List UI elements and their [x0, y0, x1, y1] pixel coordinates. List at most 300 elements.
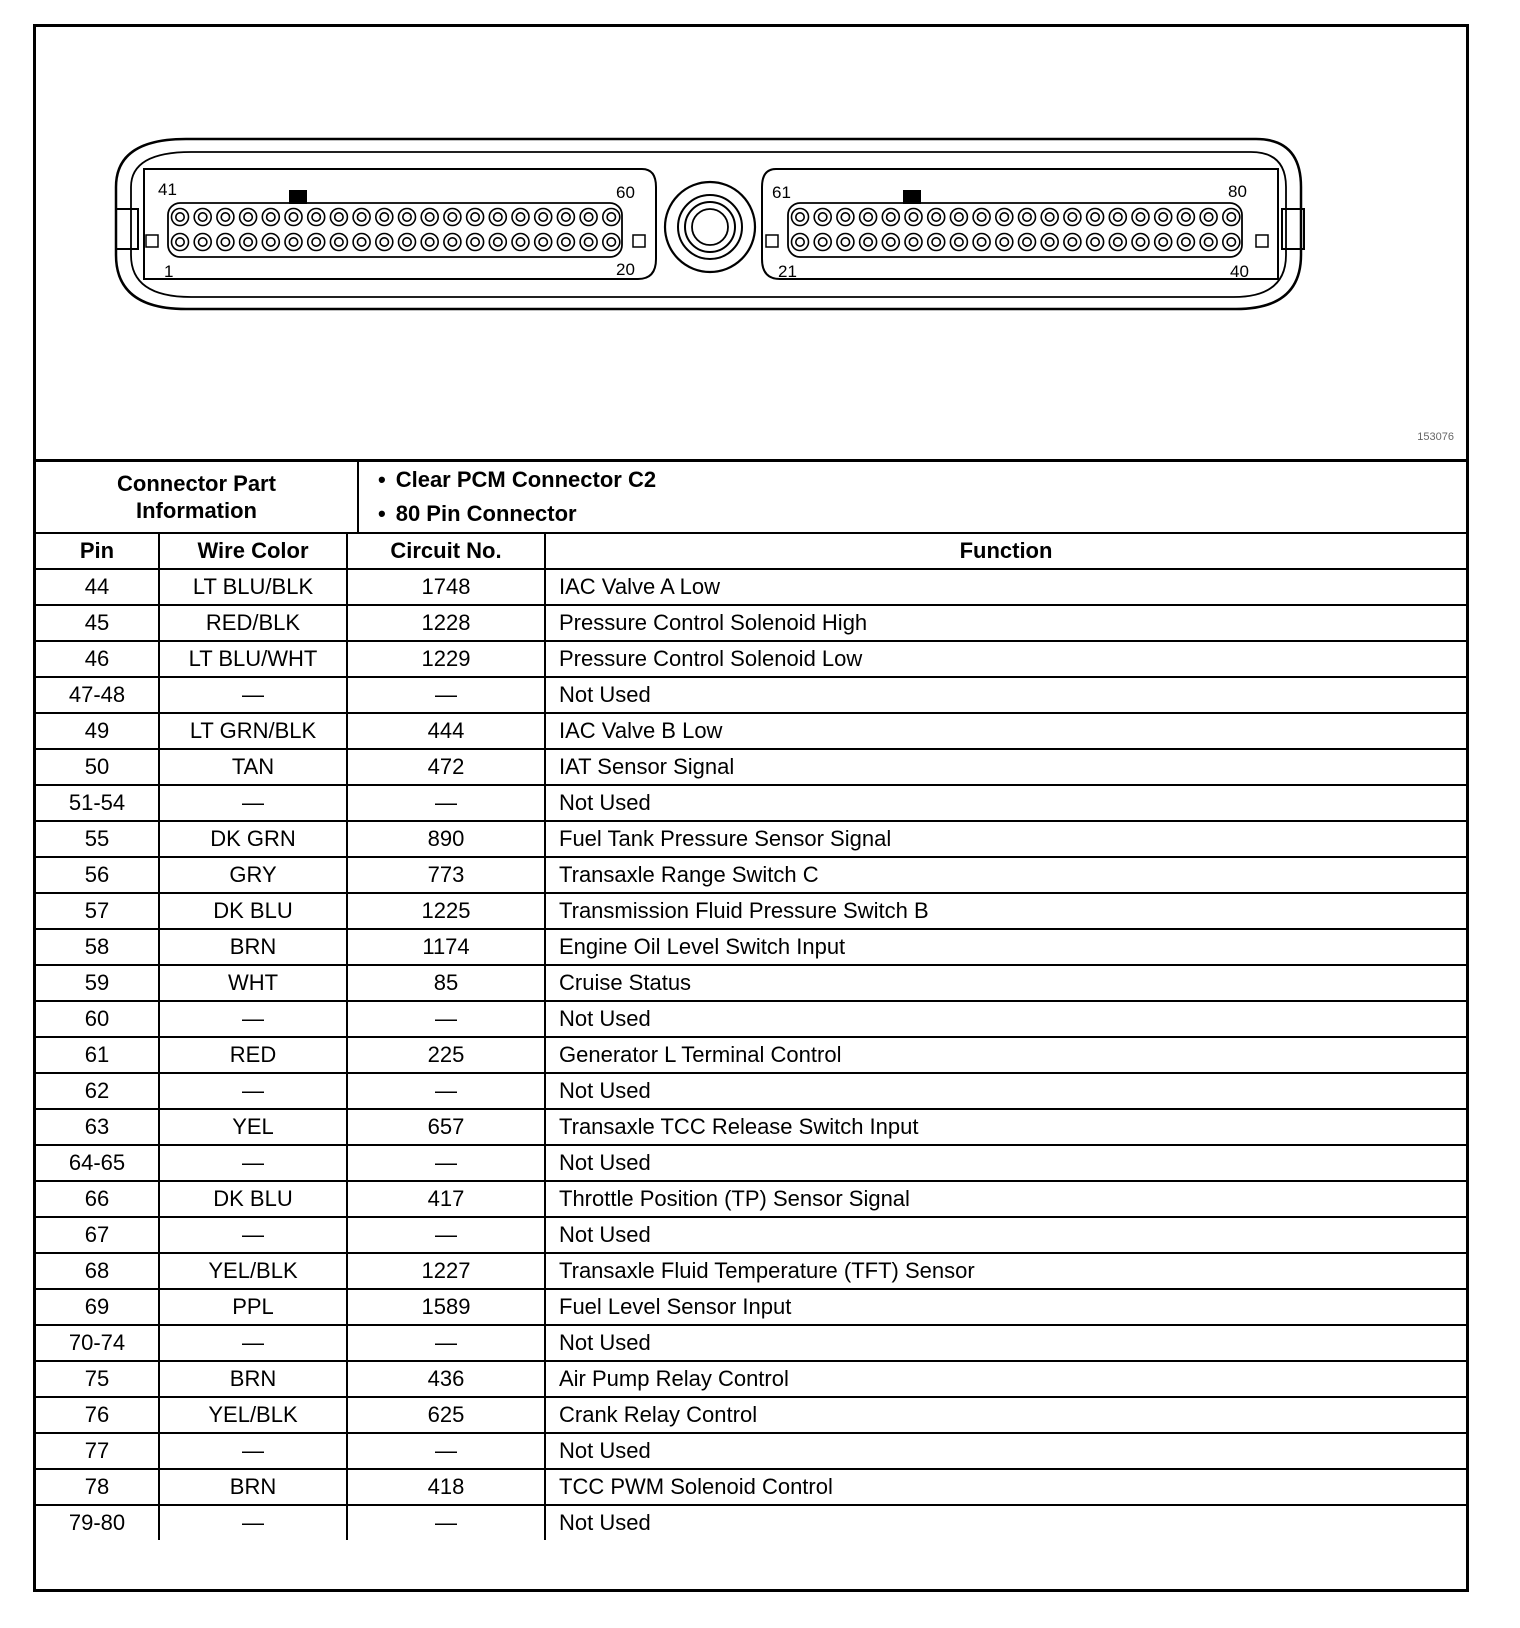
- pin-terminal: [221, 213, 229, 221]
- circuit-cell: —: [347, 1505, 545, 1540]
- pin-cavity: [1155, 209, 1172, 226]
- circuit-cell: 418: [347, 1469, 545, 1505]
- table-row: [36, 569, 1466, 605]
- pin-cavity: [1109, 209, 1126, 226]
- pin-cavity: [353, 234, 370, 251]
- pin-cell: 62: [36, 1073, 159, 1109]
- pin-terminal: [819, 213, 827, 221]
- pin-cavity: [837, 209, 854, 226]
- circuit-cell: 1174: [347, 929, 545, 965]
- connector-face-diagram: [36, 27, 1466, 427]
- pin-terminal: [977, 238, 985, 246]
- pin-terminal: [819, 238, 827, 246]
- pin-cavity: [1177, 209, 1194, 226]
- circuit-cell: 444: [347, 713, 545, 749]
- pin-terminal: [887, 213, 895, 221]
- pin-cavity: [194, 209, 211, 226]
- pin-cavity: [557, 234, 574, 251]
- pin-terminal: [471, 238, 479, 246]
- wire-color-cell: DK BLU: [159, 893, 347, 929]
- pin-cavity: [444, 234, 461, 251]
- pin-cavity: [973, 234, 990, 251]
- pin-cavity: [950, 234, 967, 251]
- pin-cell: 79-80: [36, 1505, 159, 1540]
- wire-color-cell: —: [159, 1073, 347, 1109]
- pin-terminal: [1159, 213, 1167, 221]
- pin-terminal: [380, 238, 388, 246]
- pin-label-1: 1: [164, 262, 174, 281]
- pin-terminal: [380, 213, 388, 221]
- pin-terminal: [796, 238, 804, 246]
- function-cell: Air Pump Relay Control: [545, 1361, 1466, 1397]
- circuit-cell: 85: [347, 965, 545, 1001]
- pin-cell: 58: [36, 929, 159, 965]
- circuit-cell: 773: [347, 857, 545, 893]
- pin-cell: 57: [36, 893, 159, 929]
- circuit-cell: —: [347, 1145, 545, 1181]
- pin-terminal: [176, 238, 184, 246]
- function-cell: Not Used: [545, 677, 1466, 713]
- pin-terminal: [1204, 238, 1212, 246]
- circuit-cell: —: [347, 677, 545, 713]
- wire-color-cell: DK GRN: [159, 821, 347, 857]
- wire-color-cell: —: [159, 785, 347, 821]
- connector-info-item: • Clear PCM Connector C2: [378, 462, 656, 496]
- table-row: [36, 1001, 1466, 1037]
- pin-cavity: [421, 234, 438, 251]
- wire-color-cell: LT GRN/BLK: [159, 713, 347, 749]
- circuit-cell: 1589: [347, 1289, 545, 1325]
- function-cell: Not Used: [545, 1145, 1466, 1181]
- circuit-cell: —: [347, 1001, 545, 1037]
- pin-terminal: [841, 238, 849, 246]
- wire-color-cell: BRN: [159, 929, 347, 965]
- pin-cell: 46: [36, 641, 159, 677]
- pin-cavity: [1200, 209, 1217, 226]
- pin-cavity: [792, 234, 809, 251]
- table-row: [36, 677, 1466, 713]
- pin-terminal: [289, 213, 297, 221]
- table-row: [36, 1397, 1466, 1433]
- pin-terminal: [471, 213, 479, 221]
- pin-cavity: [860, 234, 877, 251]
- pin-terminal: [1091, 213, 1099, 221]
- pin-cavity: [1132, 234, 1149, 251]
- pin-cell: 50: [36, 749, 159, 785]
- function-cell: TCC PWM Solenoid Control: [545, 1469, 1466, 1505]
- pin-cavity: [421, 209, 438, 226]
- pin-cavity: [376, 234, 393, 251]
- pin-cavity: [535, 234, 552, 251]
- pin-terminal: [1023, 213, 1031, 221]
- function-cell: Not Used: [545, 1001, 1466, 1037]
- pin-cell: 60: [36, 1001, 159, 1037]
- pin-cavity: [399, 209, 416, 226]
- pin-cavity: [172, 209, 189, 226]
- wire-color-cell: WHT: [159, 965, 347, 1001]
- wire-color-cell: LT BLU/BLK: [159, 569, 347, 605]
- pin-cavity: [285, 234, 302, 251]
- pin-cavity: [928, 234, 945, 251]
- pin-cell: 66: [36, 1181, 159, 1217]
- pin-cavity: [973, 209, 990, 226]
- circuit-cell: —: [347, 1217, 545, 1253]
- circuit-cell: 225: [347, 1037, 545, 1073]
- function-cell: Pressure Control Solenoid High: [545, 605, 1466, 641]
- table-header-row: [36, 534, 1466, 569]
- pin-terminal: [448, 213, 456, 221]
- wire-color-cell: GRY: [159, 857, 347, 893]
- pin-cavity: [467, 234, 484, 251]
- table-row: [36, 713, 1466, 749]
- pin-terminal: [607, 238, 615, 246]
- pin-terminal: [426, 213, 434, 221]
- table-row: [36, 857, 1466, 893]
- connector-sheet: [33, 24, 1469, 1592]
- pin-terminal: [584, 238, 592, 246]
- pin-cell: 69: [36, 1289, 159, 1325]
- circuit-cell: 1229: [347, 641, 545, 677]
- pin-terminal: [289, 238, 297, 246]
- table-row: [36, 929, 1466, 965]
- function-cell: Not Used: [545, 1217, 1466, 1253]
- wire-color-cell: —: [159, 677, 347, 713]
- pin-cavity: [535, 209, 552, 226]
- pin-terminal: [199, 238, 207, 246]
- pin-cavity: [882, 209, 899, 226]
- pin-cavity: [1200, 234, 1217, 251]
- pin-terminal: [955, 238, 963, 246]
- pin-cell: 76: [36, 1397, 159, 1433]
- pin-cavity: [308, 209, 325, 226]
- wire-color-cell: YEL/BLK: [159, 1253, 347, 1289]
- wire-color-cell: DK BLU: [159, 1181, 347, 1217]
- pin-cavity: [240, 209, 257, 226]
- pin-label-80: 80: [1228, 182, 1247, 201]
- pin-cell: 63: [36, 1109, 159, 1145]
- pin-terminal: [494, 238, 502, 246]
- pin-terminal: [909, 238, 917, 246]
- pin-terminal: [1068, 238, 1076, 246]
- pin-cavity: [950, 209, 967, 226]
- table-row: [36, 893, 1466, 929]
- pin-terminal: [887, 238, 895, 246]
- pin-terminal: [864, 213, 872, 221]
- function-cell: Pressure Control Solenoid Low: [545, 641, 1466, 677]
- function-cell: Transaxle Fluid Temperature (TFT) Sensor: [545, 1253, 1466, 1289]
- table-row: [36, 1181, 1466, 1217]
- pin-cavity: [603, 234, 620, 251]
- table-row: [36, 1037, 1466, 1073]
- function-cell: Transaxle TCC Release Switch Input: [545, 1109, 1466, 1145]
- circuit-cell: —: [347, 785, 545, 821]
- function-cell: Not Used: [545, 1073, 1466, 1109]
- pin-cavity: [1155, 234, 1172, 251]
- wire-color-cell: —: [159, 1325, 347, 1361]
- table-row: [36, 1145, 1466, 1181]
- pin-terminal: [562, 238, 570, 246]
- function-cell: Not Used: [545, 785, 1466, 821]
- pin-terminal: [176, 213, 184, 221]
- function-cell: Fuel Level Sensor Input: [545, 1289, 1466, 1325]
- connector-diagram-panel: [36, 27, 1466, 462]
- pin-cavity: [262, 209, 279, 226]
- pin-terminal: [1114, 213, 1122, 221]
- wire-color-cell: RED/BLK: [159, 605, 347, 641]
- pin-cavity: [489, 234, 506, 251]
- pin-cell: 44: [36, 569, 159, 605]
- pin-cavity: [330, 234, 347, 251]
- pin-terminal: [426, 238, 434, 246]
- circuit-cell: 1227: [347, 1253, 545, 1289]
- function-cell: Transaxle Range Switch C: [545, 857, 1466, 893]
- wire-color-cell: —: [159, 1217, 347, 1253]
- pin-terminal: [516, 238, 524, 246]
- pin-cavity: [512, 209, 529, 226]
- pin-cavity: [1041, 234, 1058, 251]
- pin-cell: 68: [36, 1253, 159, 1289]
- pin-terminal: [932, 238, 940, 246]
- pin-table: [36, 534, 1466, 1540]
- function-cell: Crank Relay Control: [545, 1397, 1466, 1433]
- pin-terminal: [403, 238, 411, 246]
- circuit-cell: 472: [347, 749, 545, 785]
- pin-terminal: [267, 213, 275, 221]
- pin-label-60: 60: [616, 183, 635, 202]
- circuit-cell: 1225: [347, 893, 545, 929]
- pin-label-21: 21: [778, 262, 797, 281]
- pin-cell: 49: [36, 713, 159, 749]
- table-row: [36, 605, 1466, 641]
- table-row: [36, 1073, 1466, 1109]
- pin-cavity: [996, 234, 1013, 251]
- pin-cavity: [905, 234, 922, 251]
- wire-color-cell: LT BLU/WHT: [159, 641, 347, 677]
- pin-terminal: [1182, 213, 1190, 221]
- pin-cavity: [217, 209, 234, 226]
- pin-cavity: [905, 209, 922, 226]
- pin-terminal: [955, 213, 963, 221]
- function-cell: Engine Oil Level Switch Input: [545, 929, 1466, 965]
- pin-terminal: [335, 238, 343, 246]
- pin-cavity: [194, 234, 211, 251]
- pin-cavity: [1019, 209, 1036, 226]
- table-row: [36, 1361, 1466, 1397]
- table-row: [36, 1289, 1466, 1325]
- pin-terminal: [1227, 213, 1235, 221]
- table-row: [36, 821, 1466, 857]
- connector-info-list: [378, 462, 656, 530]
- wire-color-cell: —: [159, 1433, 347, 1469]
- pin-terminal: [312, 213, 320, 221]
- pin-terminal: [539, 238, 547, 246]
- circuit-cell: 417: [347, 1181, 545, 1217]
- pin-cavity: [262, 234, 279, 251]
- circuit-cell: 890: [347, 821, 545, 857]
- table-row: [36, 1217, 1466, 1253]
- pin-cavity: [1019, 234, 1036, 251]
- connector-info-item: • 80 Pin Connector: [378, 496, 656, 530]
- pin-cavity: [399, 234, 416, 251]
- pin-terminal: [312, 238, 320, 246]
- wire-color-cell: YEL: [159, 1109, 347, 1145]
- pin-cavity: [467, 209, 484, 226]
- pin-terminal: [607, 213, 615, 221]
- header-pin: Pin: [36, 534, 159, 569]
- function-cell: Not Used: [545, 1505, 1466, 1540]
- wire-color-cell: YEL/BLK: [159, 1397, 347, 1433]
- header-function: Function: [545, 534, 1466, 569]
- pin-terminal: [244, 238, 252, 246]
- pin-terminal: [841, 213, 849, 221]
- pin-terminal: [199, 213, 207, 221]
- pin-terminal: [1204, 213, 1212, 221]
- function-cell: Cruise Status: [545, 965, 1466, 1001]
- pin-cavity: [1223, 234, 1240, 251]
- circuit-cell: —: [347, 1433, 545, 1469]
- function-cell: IAC Valve B Low: [545, 713, 1466, 749]
- pin-label-40: 40: [1230, 262, 1249, 281]
- table-row: [36, 1253, 1466, 1289]
- pin-cell: 51-54: [36, 785, 159, 821]
- pin-terminal: [357, 238, 365, 246]
- function-cell: Generator L Terminal Control: [545, 1037, 1466, 1073]
- figure-id: 153076: [1417, 431, 1454, 443]
- pin-cell: 56: [36, 857, 159, 893]
- pin-cavity: [996, 209, 1013, 226]
- pin-terminal: [335, 213, 343, 221]
- pin-terminal: [221, 238, 229, 246]
- pin-cell: 59: [36, 965, 159, 1001]
- pin-cavity: [580, 209, 597, 226]
- pin-cavity: [1132, 209, 1149, 226]
- pin-terminal: [539, 213, 547, 221]
- pin-cell: 67: [36, 1217, 159, 1253]
- pin-cavity: [240, 234, 257, 251]
- pin-cell: 47-48: [36, 677, 159, 713]
- table-row: [36, 965, 1466, 1001]
- pin-cavity: [557, 209, 574, 226]
- pin-terminal: [1182, 238, 1190, 246]
- pin-terminal: [448, 238, 456, 246]
- wire-color-cell: —: [159, 1145, 347, 1181]
- pin-cavity: [1064, 209, 1081, 226]
- pin-cavity: [1177, 234, 1194, 251]
- function-cell: IAT Sensor Signal: [545, 749, 1466, 785]
- pin-cavity: [603, 209, 620, 226]
- pin-terminal: [1068, 213, 1076, 221]
- pin-cavity: [217, 234, 234, 251]
- table-row: [36, 1325, 1466, 1361]
- function-cell: Fuel Tank Pressure Sensor Signal: [545, 821, 1466, 857]
- pin-terminal: [1091, 238, 1099, 246]
- pin-cavity: [1223, 209, 1240, 226]
- pin-label-20: 20: [616, 260, 635, 279]
- wire-color-cell: PPL: [159, 1289, 347, 1325]
- pin-cavity: [792, 209, 809, 226]
- pin-terminal: [516, 213, 524, 221]
- pin-cavity: [1064, 234, 1081, 251]
- pin-label-61: 61: [772, 183, 791, 202]
- pin-cavity: [330, 209, 347, 226]
- circuit-cell: 1748: [347, 569, 545, 605]
- pin-terminal: [796, 213, 804, 221]
- wire-color-cell: RED: [159, 1037, 347, 1073]
- wire-color-cell: TAN: [159, 749, 347, 785]
- pin-terminal: [1046, 238, 1054, 246]
- pin-cell: 45: [36, 605, 159, 641]
- circuit-cell: —: [347, 1325, 545, 1361]
- pin-terminal: [932, 213, 940, 221]
- wire-color-cell: BRN: [159, 1361, 347, 1397]
- pin-terminal: [1000, 238, 1008, 246]
- pin-terminal: [244, 213, 252, 221]
- circuit-cell: 436: [347, 1361, 545, 1397]
- pin-cavity: [285, 209, 302, 226]
- function-cell: Transmission Fluid Pressure Switch B: [545, 893, 1466, 929]
- pin-cavity: [489, 209, 506, 226]
- wire-color-cell: —: [159, 1505, 347, 1540]
- pin-terminal: [357, 213, 365, 221]
- table-row: [36, 1433, 1466, 1469]
- pin-cavity: [860, 209, 877, 226]
- pin-cavity: [1087, 234, 1104, 251]
- pin-terminal: [864, 238, 872, 246]
- header-wire-color: Wire Color: [159, 534, 347, 569]
- pin-cavity: [1109, 234, 1126, 251]
- wire-color-cell: BRN: [159, 1469, 347, 1505]
- pin-terminal: [562, 213, 570, 221]
- pin-cavity: [814, 234, 831, 251]
- pin-cavity: [1041, 209, 1058, 226]
- pin-terminal: [403, 213, 411, 221]
- circuit-cell: 657: [347, 1109, 545, 1145]
- pin-cell: 75: [36, 1361, 159, 1397]
- circuit-cell: 1228: [347, 605, 545, 641]
- table-row: [36, 1505, 1466, 1540]
- left-key-mark: [289, 190, 307, 204]
- table-row: [36, 1469, 1466, 1505]
- function-cell: Not Used: [545, 1325, 1466, 1361]
- function-cell: Throttle Position (TP) Sensor Signal: [545, 1181, 1466, 1217]
- pin-cavity: [928, 209, 945, 226]
- connector-part-information: [36, 462, 1466, 534]
- pin-cell: 55: [36, 821, 159, 857]
- pin-cavity: [308, 234, 325, 251]
- pin-cell: 64-65: [36, 1145, 159, 1181]
- pin-terminal: [1136, 213, 1144, 221]
- pin-terminal: [1136, 238, 1144, 246]
- table-row: [36, 641, 1466, 677]
- pin-cavity: [376, 209, 393, 226]
- function-cell: IAC Valve A Low: [545, 569, 1466, 605]
- circuit-cell: 625: [347, 1397, 545, 1433]
- pin-cavity: [1087, 209, 1104, 226]
- pin-cavity: [444, 209, 461, 226]
- pin-terminal: [1023, 238, 1031, 246]
- pin-cell: 70-74: [36, 1325, 159, 1361]
- pin-cell: 78: [36, 1469, 159, 1505]
- pin-cavity: [512, 234, 529, 251]
- pin-cavity: [172, 234, 189, 251]
- pin-terminal: [1046, 213, 1054, 221]
- table-row: [36, 749, 1466, 785]
- pin-cavity: [837, 234, 854, 251]
- wire-color-cell: —: [159, 1001, 347, 1037]
- table-row: [36, 1109, 1466, 1145]
- circuit-cell: —: [347, 1073, 545, 1109]
- pin-cavity: [814, 209, 831, 226]
